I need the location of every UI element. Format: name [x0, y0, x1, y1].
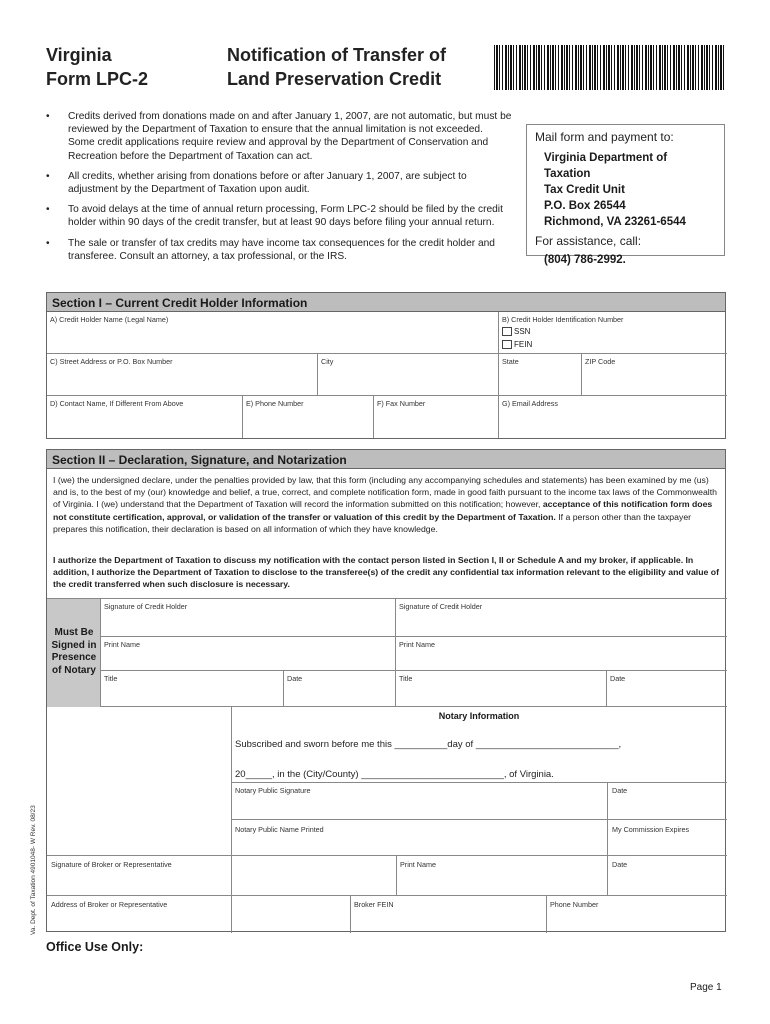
- instruction-bullet: • All credits, whether arising from donations before or after January 1, 2007, are subject to adjustment by the Department of Taxation upon audit.: [46, 170, 467, 196]
- form-revision-label: Va. Dept. of Taxation 4901048- W Rev. 08/23: [30, 805, 37, 935]
- instruction-bullet: • To avoid delays at the time of annual return processing, Form LPC-2 should be filed by the credit holder within 90 days of the credit transfer, but at least 90 days before filing your annual return.: [46, 204, 503, 229]
- mail-pobox: P.O. Box 26544: [544, 200, 626, 212]
- broker-signature-field[interactable]: Signature of Broker or Representative: [51, 860, 172, 869]
- credit-holder-signature-1[interactable]: Signature of Credit Holder: [101, 599, 396, 637]
- form-number: Form LPC-2: [46, 69, 149, 89]
- mail-unit: Tax Credit Unit: [544, 184, 625, 196]
- subscribed-line[interactable]: Subscribed and sworn before me this __________day of ___________________________,: [235, 739, 622, 750]
- assist-label: For assistance, call:: [535, 234, 642, 248]
- instructions-list: [46, 110, 512, 270]
- mail-city: Richmond, VA 23261-6544: [544, 216, 686, 228]
- broker-fein-field[interactable]: Broker FEIN: [354, 900, 394, 909]
- declaration-text: I (we) the undersigned declare, under the penalties provided by law, that this form (including any accompanying schedules and statements) has been examined by me (us) and is, to the best of my (our) knowledge and belief, a true, correct, and complete notification form, made in good faith pursuant to the income tax laws of the Commonwealth of Virginia. I (we) understand that the Department of Taxation will record the information submitted on this notification; however, acceptance of this notification form does not constitute certification, approval, or validation of the transfer or valuation of this credit by the Department of Taxation. If a person other than the taxpayer prepares this notification, their declaration is based on all information of which they have knowledge.: [53, 475, 717, 534]
- broker-phone-field[interactable]: Phone Number: [550, 900, 599, 909]
- assist-phone: (804) 786-2992.: [544, 254, 626, 266]
- section-2: [46, 449, 726, 932]
- section-1: [46, 292, 726, 439]
- mail-label: Mail form and payment to:: [535, 130, 674, 144]
- date-1[interactable]: Date: [284, 671, 396, 707]
- instruction-bullet: • The sale or transfer of tax credits may have income tax consequences for the credit holder and transferee. Consult an attorney, a tax professional, or the IRS.: [46, 237, 495, 262]
- credit-holder-name-field[interactable]: A) Credit Holder Name (Legal Name): [47, 312, 499, 354]
- commission-expires-field[interactable]: My Commission Expires: [612, 825, 690, 834]
- print-name-1[interactable]: Print Name: [101, 637, 396, 671]
- notary-required-label: Must Be Signed in Presence of Notary: [47, 599, 101, 707]
- credit-holder-signature-2[interactable]: Signature of Credit Holder: [396, 599, 727, 637]
- state-name: Virginia: [46, 45, 112, 65]
- zip-field[interactable]: ZIP Code: [582, 354, 727, 396]
- street-address-field[interactable]: C) Street Address or P.O. Box Number: [47, 354, 318, 396]
- city-field[interactable]: City: [318, 354, 499, 396]
- date-2[interactable]: Date: [607, 671, 727, 707]
- mailing-info-box: [526, 124, 725, 266]
- notary-info-heading: Notary Information: [438, 711, 520, 721]
- jurisdiction-line[interactable]: 20_____, in the (City/County) ___________________________, of Virginia.: [235, 769, 554, 780]
- form-title-line2: Land Preservation Credit: [227, 69, 442, 89]
- fein-checkbox[interactable]: FEIN: [502, 340, 532, 349]
- broker-date-field[interactable]: Date: [612, 860, 628, 869]
- ssn-checkbox[interactable]: SSN: [502, 327, 530, 336]
- notary-printed-name-field[interactable]: Notary Public Name Printed: [235, 825, 324, 834]
- notary-signature-field[interactable]: Notary Public Signature: [235, 786, 311, 795]
- title-2[interactable]: Title: [396, 671, 607, 707]
- title-1[interactable]: Title: [101, 671, 284, 707]
- contact-name-field[interactable]: D) Contact Name, If Different From Above: [47, 396, 243, 438]
- credit-holder-id-field[interactable]: B) Credit Holder Identification Number: [499, 312, 727, 354]
- page-number: Page 1: [690, 982, 722, 993]
- form-title-line1: Notification of Transfer of: [227, 45, 447, 65]
- section-2-title: Section II – Declaration, Signature, and Notarization: [47, 450, 725, 469]
- mail-dept: Virginia Department of Taxation: [544, 152, 668, 180]
- broker-address-field[interactable]: Address of Broker or Representative: [51, 900, 168, 909]
- broker-print-name-field[interactable]: Print Name: [400, 860, 436, 869]
- notary-date-field[interactable]: Date: [612, 786, 628, 795]
- state-field[interactable]: State: [499, 354, 582, 396]
- barcode: [494, 45, 726, 90]
- phone-field[interactable]: E) Phone Number: [243, 396, 374, 438]
- section-1-title: Section I – Current Credit Holder Information: [47, 293, 725, 312]
- instruction-bullet: • Credits derived from donations made on and after January 1, 2007, are not automatic, but must be reviewed by the Department of Taxation to ensure that the annual limitation is not exceeded. Some credit applications require review and approval by the Department of Conservation and Recreation before the Department of Taxation can act.: [46, 111, 512, 162]
- office-use-label: Office Use Only:: [46, 940, 144, 954]
- email-field[interactable]: G) Email Address: [502, 399, 558, 408]
- fax-field[interactable]: F) Fax Number: [374, 396, 499, 438]
- authorization-text: I authorize the Department of Taxation to discuss my notification with the contact person listed in Section I, II or Schedule A and my broker, if applicable. In addition, I authorize the Department of Taxation to disclose to the transferee(s) of the credit any confidential tax information relevant to the eligibility and value of the credit transferred when such disclosure is necessary.: [53, 555, 719, 590]
- print-name-2[interactable]: Print Name: [396, 637, 727, 671]
